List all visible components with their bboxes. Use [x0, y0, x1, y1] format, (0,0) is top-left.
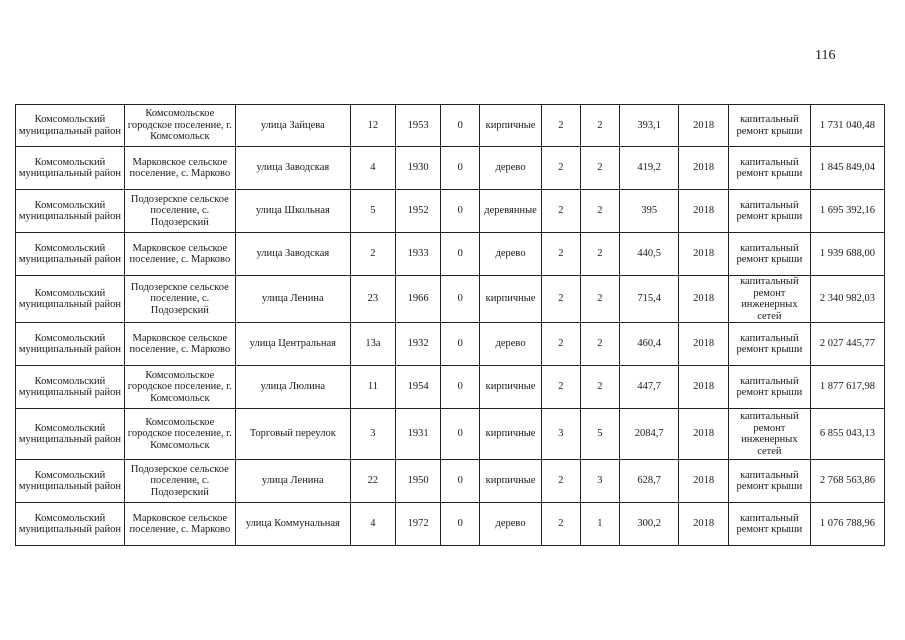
work-type-cell: капитальный ремонт инженерных сетей: [728, 409, 810, 460]
zero-cell: 0: [441, 366, 480, 409]
amount-cell: 1 845 849,04: [810, 147, 884, 190]
entrances-cell: 2: [580, 147, 619, 190]
amount-cell: 1 939 688,00: [810, 233, 884, 276]
amount-cell: 1 076 788,96: [810, 503, 884, 546]
wall-material-cell: дерево: [480, 147, 542, 190]
entrances-cell: 2: [580, 276, 619, 323]
work-type-cell: капитальный ремонт крыши: [728, 105, 810, 147]
table-body: [16, 105, 885, 546]
year-built-cell: 1950: [396, 460, 441, 503]
settlement-cell: Подозерское сельское поселение, с. Подозерский: [124, 276, 235, 323]
district-cell: Комсомольский муниципальный район: [16, 409, 125, 460]
entrances-cell: 2: [580, 233, 619, 276]
zero-cell: 0: [441, 409, 480, 460]
work-type-cell: капитальный ремонт крыши: [728, 147, 810, 190]
area-cell: 460,4: [619, 323, 679, 366]
settlement-cell: Комсомольское городское поселение, г. Комсомольск: [124, 366, 235, 409]
plan-year-cell: 2018: [679, 460, 728, 503]
table-row: [16, 233, 885, 276]
wall-material-cell: кирпичные: [480, 105, 542, 147]
street-cell: улица Ленина: [235, 276, 350, 323]
area-cell: 715,4: [619, 276, 679, 323]
year-built-cell: 1954: [396, 366, 441, 409]
year-built-cell: 1930: [396, 147, 441, 190]
settlement-cell: Марковское сельское поселение, с. Марково: [124, 147, 235, 190]
table-row: [16, 105, 885, 147]
zero-cell: 0: [441, 323, 480, 366]
table-row: [16, 503, 885, 546]
area-cell: 447,7: [619, 366, 679, 409]
zero-cell: 0: [441, 460, 480, 503]
district-cell: Комсомольский муниципальный район: [16, 323, 125, 366]
year-built-cell: 1952: [396, 190, 441, 233]
table-row: [16, 190, 885, 233]
plan-year-cell: 2018: [679, 503, 728, 546]
table-row: [16, 147, 885, 190]
floors-cell: 2: [541, 323, 580, 366]
area-cell: 2084,7: [619, 409, 679, 460]
amount-cell: 1 695 392,16: [810, 190, 884, 233]
street-cell: улица Школьная: [235, 190, 350, 233]
year-built-cell: 1953: [396, 105, 441, 147]
wall-material-cell: кирпичные: [480, 366, 542, 409]
table-row: [16, 276, 885, 323]
house-number-cell: 22: [350, 460, 395, 503]
year-built-cell: 1933: [396, 233, 441, 276]
settlement-cell: Комсомольское городское поселение, г. Комсомольск: [124, 409, 235, 460]
district-cell: Комсомольский муниципальный район: [16, 276, 125, 323]
table-row: [16, 409, 885, 460]
zero-cell: 0: [441, 105, 480, 147]
plan-year-cell: 2018: [679, 105, 728, 147]
area-cell: 419,2: [619, 147, 679, 190]
area-cell: 393,1: [619, 105, 679, 147]
house-number-cell: 23: [350, 276, 395, 323]
floors-cell: 2: [541, 503, 580, 546]
area-cell: 300,2: [619, 503, 679, 546]
street-cell: улица Ленина: [235, 460, 350, 503]
entrances-cell: 2: [580, 323, 619, 366]
street-cell: улица Зайцева: [235, 105, 350, 147]
street-cell: улица Центральная: [235, 323, 350, 366]
district-cell: Комсомольский муниципальный район: [16, 105, 125, 147]
floors-cell: 2: [541, 460, 580, 503]
plan-year-cell: 2018: [679, 323, 728, 366]
house-number-cell: 4: [350, 147, 395, 190]
floors-cell: 2: [541, 366, 580, 409]
zero-cell: 0: [441, 147, 480, 190]
work-type-cell: капитальный ремонт крыши: [728, 323, 810, 366]
amount-cell: 2 340 982,03: [810, 276, 884, 323]
floors-cell: 2: [541, 147, 580, 190]
house-number-cell: 4: [350, 503, 395, 546]
year-built-cell: 1972: [396, 503, 441, 546]
work-type-cell: капитальный ремонт крыши: [728, 366, 810, 409]
work-type-cell: капитальный ремонт крыши: [728, 190, 810, 233]
house-number-cell: 3: [350, 409, 395, 460]
settlement-cell: Комсомольское городское поселение, г. Комсомольск: [124, 105, 235, 147]
street-cell: улица Коммунальная: [235, 503, 350, 546]
street-cell: улица Люлина: [235, 366, 350, 409]
table-row: [16, 460, 885, 503]
floors-cell: 2: [541, 105, 580, 147]
house-number-cell: 12: [350, 105, 395, 147]
amount-cell: 2 768 563,86: [810, 460, 884, 503]
page-number: 116: [815, 48, 836, 63]
plan-year-cell: 2018: [679, 409, 728, 460]
settlement-cell: Марковское сельское поселение, с. Марково: [124, 323, 235, 366]
plan-year-cell: 2018: [679, 147, 728, 190]
settlement-cell: Марковское сельское поселение, с. Марково: [124, 503, 235, 546]
housing-repair-table: [15, 104, 885, 546]
wall-material-cell: кирпичные: [480, 409, 542, 460]
wall-material-cell: деревянные: [480, 190, 542, 233]
floors-cell: 2: [541, 190, 580, 233]
street-cell: улица Заводская: [235, 147, 350, 190]
work-type-cell: капитальный ремонт крыши: [728, 233, 810, 276]
area-cell: 395: [619, 190, 679, 233]
district-cell: Комсомольский муниципальный район: [16, 503, 125, 546]
amount-cell: 1 731 040,48: [810, 105, 884, 147]
entrances-cell: 5: [580, 409, 619, 460]
year-built-cell: 1932: [396, 323, 441, 366]
zero-cell: 0: [441, 276, 480, 323]
wall-material-cell: дерево: [480, 503, 542, 546]
amount-cell: 6 855 043,13: [810, 409, 884, 460]
house-number-cell: 13а: [350, 323, 395, 366]
wall-material-cell: кирпичные: [480, 276, 542, 323]
entrances-cell: 1: [580, 503, 619, 546]
amount-cell: 1 877 617,98: [810, 366, 884, 409]
area-cell: 440,5: [619, 233, 679, 276]
street-cell: улица Заводская: [235, 233, 350, 276]
area-cell: 628,7: [619, 460, 679, 503]
wall-material-cell: дерево: [480, 323, 542, 366]
settlement-cell: Подозерское сельское поселение, с. Подозерский: [124, 460, 235, 503]
zero-cell: 0: [441, 503, 480, 546]
entrances-cell: 2: [580, 190, 619, 233]
floors-cell: 3: [541, 409, 580, 460]
table-row: [16, 323, 885, 366]
district-cell: Комсомольский муниципальный район: [16, 366, 125, 409]
wall-material-cell: кирпичные: [480, 460, 542, 503]
settlement-cell: Подозерское сельское поселение, с. Подозерский: [124, 190, 235, 233]
house-number-cell: 2: [350, 233, 395, 276]
zero-cell: 0: [441, 233, 480, 276]
district-cell: Комсомольский муниципальный район: [16, 460, 125, 503]
street-cell: Торговый переулок: [235, 409, 350, 460]
floors-cell: 2: [541, 233, 580, 276]
plan-year-cell: 2018: [679, 276, 728, 323]
zero-cell: 0: [441, 190, 480, 233]
settlement-cell: Марковское сельское поселение, с. Марково: [124, 233, 235, 276]
entrances-cell: 2: [580, 105, 619, 147]
wall-material-cell: дерево: [480, 233, 542, 276]
amount-cell: 2 027 445,77: [810, 323, 884, 366]
district-cell: Комсомольский муниципальный район: [16, 233, 125, 276]
year-built-cell: 1931: [396, 409, 441, 460]
work-type-cell: капитальный ремонт инженерных сетей: [728, 276, 810, 323]
floors-cell: 2: [541, 276, 580, 323]
district-cell: Комсомольский муниципальный район: [16, 190, 125, 233]
entrances-cell: 2: [580, 366, 619, 409]
year-built-cell: 1966: [396, 276, 441, 323]
work-type-cell: капитальный ремонт крыши: [728, 503, 810, 546]
entrances-cell: 3: [580, 460, 619, 503]
plan-year-cell: 2018: [679, 233, 728, 276]
plan-year-cell: 2018: [679, 190, 728, 233]
house-number-cell: 11: [350, 366, 395, 409]
work-type-cell: капитальный ремонт крыши: [728, 460, 810, 503]
plan-year-cell: 2018: [679, 366, 728, 409]
house-number-cell: 5: [350, 190, 395, 233]
district-cell: Комсомольский муниципальный район: [16, 147, 125, 190]
table-row: [16, 366, 885, 409]
